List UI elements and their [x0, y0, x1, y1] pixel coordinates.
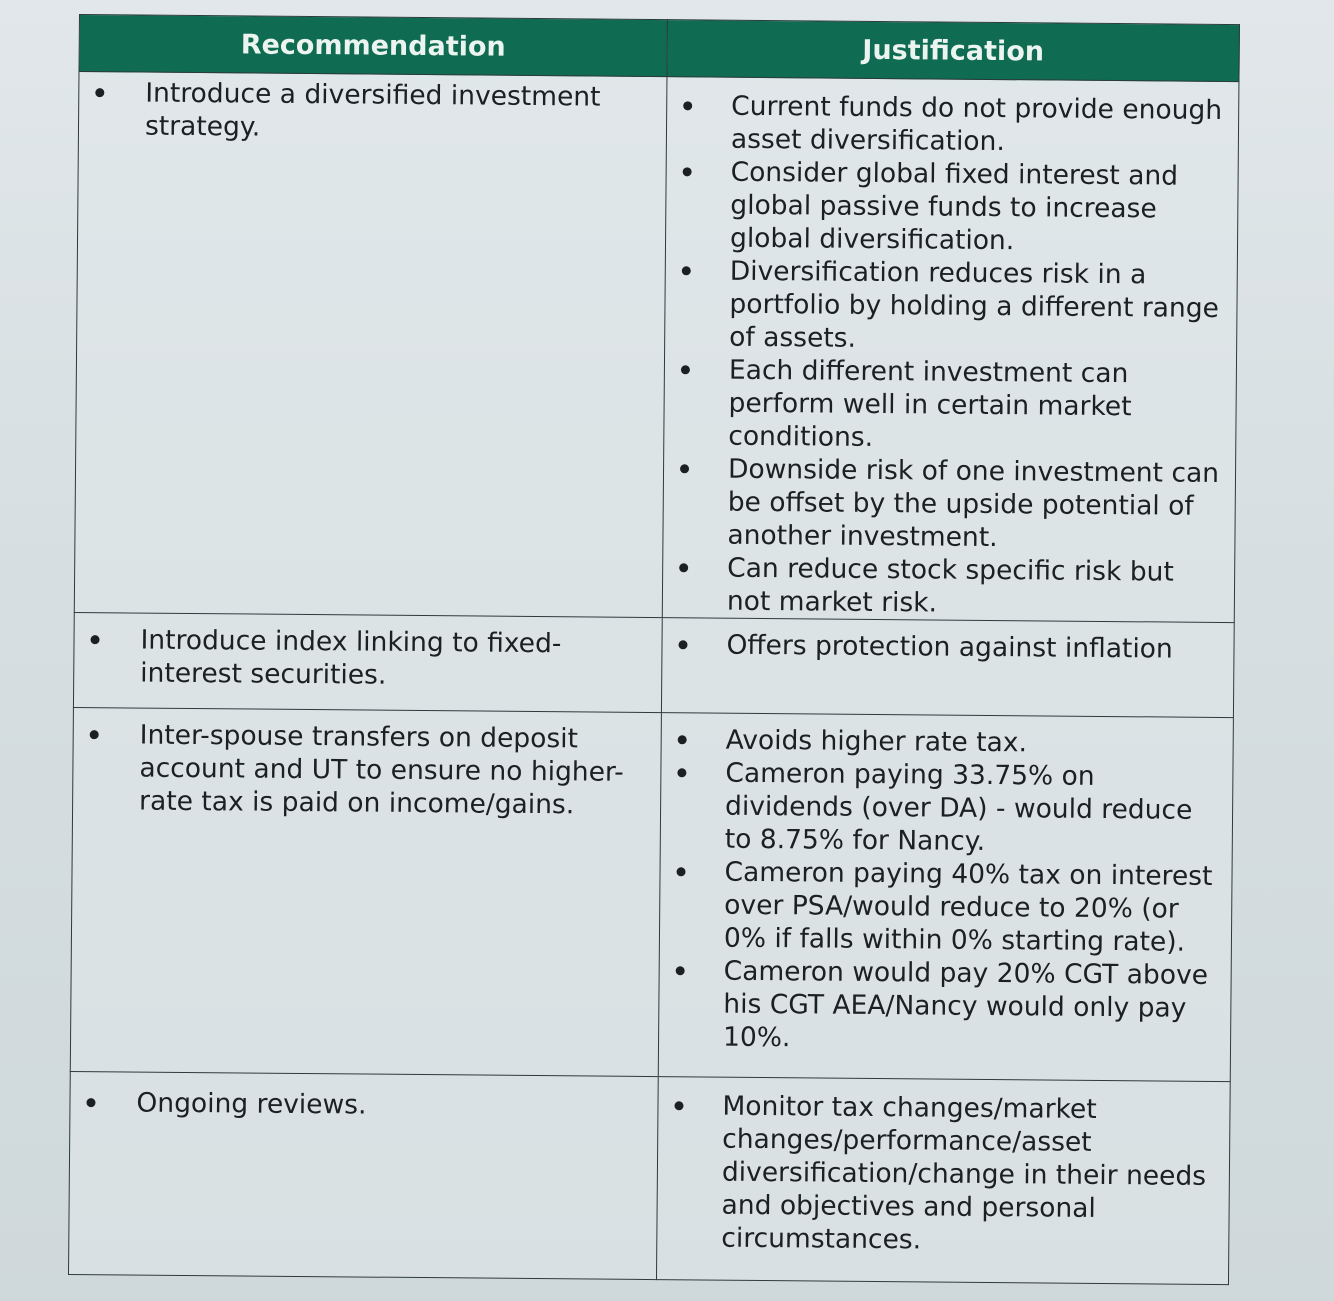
justification-text: Downside risk of one investment can be offset by the upside potential of another investment.	[727, 453, 1220, 554]
justification-column-header: Justification	[667, 20, 1239, 82]
recommendation-text: Introduce index linking to fixed-interest securities.	[140, 624, 562, 691]
justification-cell	[658, 713, 1233, 1082]
bullet-icon	[683, 101, 692, 110]
justification-text: Cameron would pay 20% CGT above his CGT AEA/Nancy would only pay 10%.	[722, 955, 1209, 1054]
table-header-row	[79, 15, 1239, 82]
justification-item	[663, 551, 1235, 622]
bullet-icon	[91, 635, 100, 644]
justification-item	[664, 353, 1236, 457]
justification-item	[666, 155, 1238, 259]
justification-item	[657, 1089, 1229, 1259]
justification-text: Offers protection against inflation	[726, 629, 1173, 665]
recommendation-item	[73, 718, 661, 822]
bullet-icon	[683, 167, 692, 176]
table-row	[74, 72, 1239, 623]
justification-item	[660, 855, 1232, 959]
recommendation-item	[79, 76, 667, 147]
justification-text: Diversification reduces risk in a portfolio by holding a different range of assets.	[729, 255, 1220, 354]
bullet-icon	[90, 730, 99, 739]
bullet-icon	[86, 1098, 95, 1107]
recommendation-text: Inter-spouse transfers on deposit account and UT to ensure no higher-rate tax is paid on income/gains.	[138, 719, 624, 821]
table-row	[70, 707, 1233, 1081]
justification-text: Monitor tax changes/market changes/performance/asset diversification/change in their needs and objectives and personal circumstances.	[721, 1090, 1207, 1256]
recommendation-column-header: Recommendation	[79, 15, 667, 77]
bullet-icon	[95, 88, 104, 97]
justification-item	[667, 89, 1239, 160]
justification-text: Cameron paying 40% tax on interest over PSA/would reduce to 20% (or 0% if falls within 0% starting rate).	[723, 856, 1213, 958]
justification-text: Consider global fixed interest and global passive funds to increase global diversification.	[729, 156, 1179, 257]
recommendation-cell	[69, 1071, 659, 1279]
bullet-icon	[678, 735, 687, 744]
recommendation-cell	[70, 707, 661, 1076]
bullet-icon	[677, 768, 686, 777]
recommendations-table	[68, 14, 1240, 1285]
justification-cell	[661, 618, 1234, 718]
table-row	[69, 1071, 1231, 1284]
justification-item	[659, 954, 1231, 1058]
recommendation-cell	[74, 72, 667, 618]
justification-item	[663, 452, 1235, 556]
justification-item	[662, 628, 1233, 666]
bullet-icon	[676, 867, 685, 876]
recommendation-item	[74, 623, 662, 694]
bullet-icon	[676, 966, 685, 975]
justification-item	[661, 756, 1233, 860]
bullet-icon	[678, 640, 687, 649]
justification-cell	[656, 1077, 1230, 1285]
justification-text: Each different investment can perform well in certain market conditions.	[728, 354, 1132, 453]
recommendations-table-container	[68, 14, 1239, 1285]
justification-text: Cameron paying 33.75% on dividends (over DA) - would reduce to 8.75% for Nancy.	[724, 757, 1193, 857]
recommendation-text: Introduce a diversified investment strategy.	[144, 77, 601, 143]
justification-item	[662, 723, 1233, 761]
bullet-icon	[682, 266, 691, 275]
justification-text: Current funds do not provide enough asset diversification.	[730, 90, 1223, 158]
recommendation-text: Ongoing reviews.	[136, 1087, 367, 1121]
justification-item	[665, 254, 1237, 358]
recommendation-cell	[73, 612, 662, 712]
justification-text: Can reduce stock specific risk but not market risk.	[726, 552, 1174, 619]
bullet-icon	[680, 464, 689, 473]
justification-text: Avoids higher rate tax.	[725, 724, 1028, 759]
bullet-icon	[681, 365, 690, 374]
justification-cell	[662, 77, 1239, 623]
table-row	[73, 612, 1234, 717]
recommendation-item	[70, 1086, 657, 1124]
bullet-icon	[679, 563, 688, 572]
bullet-icon	[674, 1101, 683, 1110]
